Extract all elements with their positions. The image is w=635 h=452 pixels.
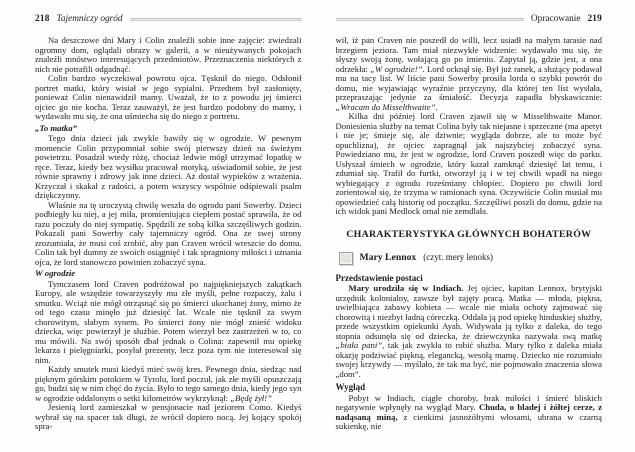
character-name: Mary Lennox bbox=[359, 252, 417, 264]
text-segment: . bbox=[435, 101, 438, 112]
text-segment: Pobyt w Indiach, ciągłe choroby, brak miłości i śmierć bliskich negatywnie wpłynęły na wygląd Mary. bbox=[335, 392, 602, 412]
text-segment: „Wracam do Misselthwaite” bbox=[335, 101, 436, 112]
running-head-left bbox=[35, 14, 302, 25]
header-rule-right bbox=[336, 18, 524, 21]
paragraph bbox=[35, 74, 302, 122]
text-segment: W ogrodzie bbox=[35, 268, 76, 278]
rose-ornament-icon bbox=[339, 252, 353, 265]
character-pronunciation: (czyt. mery lenoks) bbox=[423, 252, 494, 263]
page-number-left: 218 bbox=[35, 14, 50, 24]
page-number-right: 219 bbox=[587, 14, 602, 24]
paragraph bbox=[35, 36, 302, 74]
text-segment: Kilka dni później lord Craven zjawił się w Misselthwaite Manor. Doniesienia służby na temat Colina były tak niejasne i sprzeczne (ma apetyt i nie je; śmieje się, ale dziwnie; wygląda dobrze, ale to może być opuchlizna), że ojciec zapragnął jak najszybciej zobaczyć syna. Powiedziano mu, że jest w ogrodzie, lord Craven poszedł więc do parku. Usłyszał śmiech w ogrodzie, który kazał zamknąć dziesięć lat temu, i zdumiał się. Trafił do furtki, otworzył ją i w tej chwili wpadł na niego wybiegający z ogrodu roześmiany chłopiec. Dopiero po chwili lord zorientował się, że trzyma w ramionach syna. Oczywiście Colin musiał mu opowiedzieć całą historię od początku. Szczęśliwi poszli do domu, gdzie na ich widok pani Medlock omal nie zemdlała. bbox=[335, 111, 602, 216]
paragraph bbox=[336, 284, 603, 379]
text-segment: „W ogrodzie!” bbox=[370, 63, 423, 74]
text-segment: Właśnie na tę uroczystą chwilę weszła do ogrodu pani Sowerby. Dzieci podbiegły ku niej, a jej miła, promieniująca ciepłem postać sprawiła, że od razu poczuły do niej sympatię. Spędzili ze sobą kilka szczęśliwych godzin. Pokazali pani Sowerby cały tajemniczy ogród. Ona ze swej strony zrozumiała, że musi coś zrobić, aby pan Craven wrócił wreszcie do domu. Colin tak był dumny ze swoich osiągnięć i tak spragniony miłości i uznania ojca, że lord stanowczo powinien zobaczyć syna. bbox=[35, 199, 302, 267]
inline-heading bbox=[35, 269, 302, 279]
paragraph bbox=[35, 280, 302, 366]
text-segment: , tak jak zwykła to robić służba. Mary tylko z daleka miała okazję podziwiać piękną, elegancką, wesołą mamę. Dziecko nie rozumiało swojej krzywdy — myślało, że tak ma być, nie pojmowało znaczenia słowa „dom”. bbox=[335, 340, 602, 379]
paragraph bbox=[336, 36, 603, 112]
page-right bbox=[318, 0, 635, 452]
header-rule-left bbox=[130, 18, 302, 21]
text-segment: Jej ojciec, kapitan Lennox, brytyjski urzędnik kolonialny, zawsze był zajęty pracą. Matka — młoda, piękna, uwielbiająca zabawy kobieta — wcale nie miała ochoty zajmować się chorowitą i niezbyt ładną córeczką. Oddała ją pod opiekę hinduskiej służby, przede wszystkim opiekunki Ayah. Widywała ją tylko z daleka, do tego stopnia odsunęła się od dziecka, że dziewczynka nazywała swą matkę bbox=[335, 283, 603, 341]
text-segment: Chuda, o bladej i żółtej cerze, z nadąsaną miną, bbox=[335, 402, 603, 422]
character-heading bbox=[336, 252, 603, 265]
running-title-right: Opracowanie bbox=[530, 14, 581, 24]
subheading: Wygląd bbox=[335, 382, 366, 392]
running-title-left: Tajemniczy ogród bbox=[56, 14, 123, 24]
running-head-right bbox=[336, 14, 603, 25]
text-segment: Na deszczowe dni Mary i Colin znaleźli sobie inne zajęcie: zwiedzali ogromny dom, oglądali obrazy w galerii, a w nieużywanych pokojach znaleźli mnóstwo interesujących przedmiotów. Przeznaczenia niektórych z nich nie potrafili odgadnąć. bbox=[35, 35, 302, 74]
paragraph bbox=[35, 403, 302, 432]
text-segment: z cienkimi jasnożółtymi włosami, ubrana w czarną sukienkę, nie bbox=[335, 411, 602, 431]
paragraph bbox=[336, 112, 603, 217]
text-segment: Colin bardzo wyczekiwał powrotu ojca. Tęsknił do niego. Odsłonił portret matki, który wisiał w jego sypialni. Przedtem był zasłonięty, ponieważ Colin nienawidził mamy. Uważał, że to z powodu jej śmierci ojciec go nie kocha. Teraz zauważył, że jest bardzo podobny do mamy, i wydawało mu się, że ona uśmiecha się do niego z portretu. bbox=[35, 73, 302, 121]
paragraph bbox=[336, 394, 603, 432]
text-segment: „Będę żył!” bbox=[230, 392, 272, 403]
inline-heading bbox=[35, 124, 302, 134]
text-segment: Tego dnia dzieci jak zwykle bawiły się w ogrodzie. W pewnym momencie Colin przypomniał sobie swój pierwszy dzień na świeżym powietrzu. Posadził wtedy różę, chociaż ledwie mógł utrzymać łopatkę w ręce. Teraz, kiedy bez wysiłku pracował motyką, uświadomił sobie, że jest równie sprawny i zdrowy jak inne dzieci. Aż dostał wypieków z wrażenia. Krzyczał i skakał z radości, a potem wszyscy wspólnie odśpiewali psalm dziękczynny. bbox=[35, 133, 302, 200]
section-heading: CHARAKTERYSTYKA GŁÓWNYCH BOHATERÓW bbox=[346, 228, 592, 240]
text-segment: Mary urodziła się w Indiach. bbox=[348, 283, 464, 293]
page-right-content bbox=[336, 36, 603, 432]
paragraph bbox=[35, 365, 302, 403]
text-segment: „To matka” bbox=[35, 122, 77, 133]
text-segment: wił, iż pan Craven nie poszedł do willi, lecz usiadł na małym tarasie nad brzegiem jeziora. Tam miał niezwykłe widzenie: wydawało mu się, że słyszy swoją żonę, wołającą go po imieniu. Zapytał ją, gdzie jest, a ona odrzekła: bbox=[335, 35, 602, 74]
text-segment: . Lord ocknął się. Był już ranek, a służący podawał mu na tacy list. W liście pani Sowerby prosiła lorda o szybki powrót do domu, nie wyjawiając wyraźnie przyczyny, dla której ten list wysłała, przepraszając jedynie za śmiałość. Decyzja zapadła błyskawicznie: bbox=[335, 63, 602, 102]
text-segment: „biała pani” bbox=[335, 340, 383, 350]
text-segment: Jesienią lord zamieszkał w pensjonacie nad jeziorem Como. Kiedyś wybrał się na spacer tak długi, że wrócił dopiero nocą. Jej kojący spokój spra- bbox=[35, 402, 302, 431]
text-segment: Tymczasem lord Craven podróżował po najpiękniejszych zakątkach Europy, ale wszędzie towarzyszyły mu złe myśli, pełne rozpaczy, żalu i smutku. Wciąż nie mógł otrząsnąć się po śmierci ukochanej żony, mimo że od tego czasu minęło już dziesięć lat. Wcale nie tęsknił za swym chorowitym, słabym synem. Po śmierci żony nie mógł znieść widoku dziecka, więc powierzył je służbie. Potem wierzył bez zastrzeżeń w to, co mu mówili. Na swój sposób dbał jednak o Colina: zapewnił mu opiekę lekarza i pielęgniarki, posyłał prezenty, lecz poza tym nie interesował się nim. bbox=[35, 278, 302, 365]
text-segment: Każdy smutek musi kiedyś mieć swój kres. Pewnego dnia, siedząc nad pięknym górskim potokiem w Tyrolu, lord poczuł, jak złe myśli opuszczają go, budzi się w nim chęć do życia. Było to tego samego dnia, kiedy jego syn w ogrodzie oddalonym o setki kilometrów wykrzyknął: bbox=[35, 364, 302, 403]
page-left-content bbox=[35, 36, 302, 432]
paragraph bbox=[35, 201, 302, 268]
paragraph bbox=[35, 134, 302, 201]
subheading: Przedstawienie postaci bbox=[335, 272, 423, 283]
